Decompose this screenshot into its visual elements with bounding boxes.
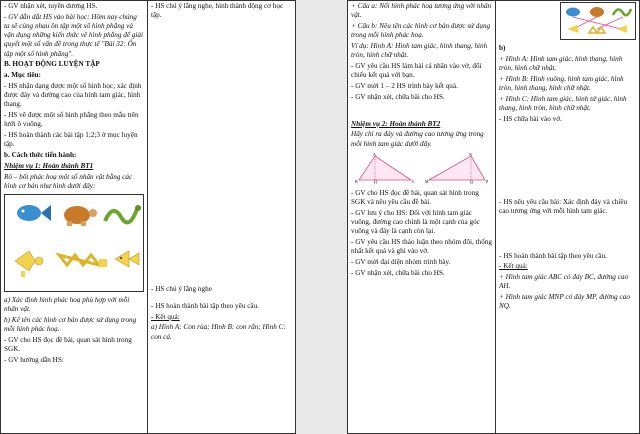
result-label: - Kết quả: (151, 312, 180, 321)
text-line: Rô – bốt phác hoạ một số nhân vật bằng các hình cơ bản như hình dưới đây: (4, 172, 133, 190)
text-line: - HS vẽ được một số hình phẳng theo mẫu trên lưới ô vuông. (4, 111, 139, 129)
turtle-icon (590, 7, 604, 17)
text-line: - GV yêu cầu HS làm bài cá nhân vào vở, đổi chiếu kết quả với bạn. (351, 62, 482, 80)
text-line: - GV mời 1 – 2 HS trình bày kết quả. (351, 82, 458, 90)
teacher-column (1, 1, 148, 434)
answer-sketch-illustration (561, 3, 633, 37)
task-heading: Nhiệm vụ 2: Hoàn thành BT2 (351, 119, 441, 128)
vertex-label: M (425, 178, 429, 184)
text-line: b) (499, 44, 506, 52)
text-line: - HS chú ý lắng nghe (151, 285, 212, 293)
lesson-table-left (0, 0, 296, 434)
subheading: b. Cách thức tiến hành: (4, 151, 77, 160)
student-column (148, 1, 296, 434)
text-line: Hãy chỉ ra đáy và đường cao tương ứng trong mỗi hình tam giác dưới đây. (351, 130, 484, 148)
subheading: a. Mục tiêu: (4, 71, 41, 80)
triangle-mnp-icon (425, 152, 489, 184)
snake-icon (105, 205, 141, 222)
text-line: - GV cho HS đọc đề bài, quan sát hình trong SGK và nêu yêu cầu đề bài. (351, 188, 479, 206)
vertex-label: A (373, 151, 376, 157)
sketch-a-icon (15, 251, 43, 277)
answer-sketch-box (560, 2, 636, 40)
text-line: - GV yêu cầu HS thảo luận theo nhóm đôi, thống nhất kết quả và ghi vào vở. (351, 238, 493, 256)
text-line: + Hình tam giác ABC có đáy BC, đường cao AH. (499, 273, 629, 291)
text-line: - GV lưu ý cho HS: Đối với hình tam giác vuông, đường cao chính là một cạnh của góc vuông và đáy là cạnh còn lại. (351, 208, 480, 236)
text-line: - GV dẫn dắt HS vào bài học: Hôm nay chúng ta sẽ cùng nhau ôn tập một số hình phẳng và vận dụng những kiến thức về hình phẳng để giải quyết một số vấn đề trong thực tế "Bài 32: Ôn tập một số hình phẳng". (4, 12, 143, 58)
result-label: - Kết quả: (499, 262, 528, 271)
vertex-label: N (469, 151, 472, 157)
text-line: - GV nhận xét, chữa bài cho HS. (351, 92, 445, 101)
lesson-table-right (347, 0, 640, 434)
text-line: b) Kể tên các hình cơ bản được sử dụng trong mỗi hình phác hoạ. (4, 316, 137, 334)
fish-icon (566, 8, 580, 17)
text-line: a) Xác định hình phác hoạ phù hợp với mỗi nhân vật. (4, 296, 130, 314)
text-line: - GV cho HS đọc đề bài, quan sát hình trong SGK. (4, 336, 132, 354)
text-line: a) Hình A: Con rùa; Hình B: con rắn; Hình C: con cá. (151, 323, 286, 341)
teacher-column (348, 1, 496, 434)
text-line: - HS nêu yêu cầu bài: Xác định đáy và chiều cao tương ứng với mỗi hình tam giác. (499, 197, 628, 215)
text-line: - HS hoàn thành các bài tập 1;2;3 ở mục luyện tập. (4, 131, 138, 149)
match-line (573, 17, 621, 29)
sketch-c-icon (617, 25, 627, 33)
text-line: - GV hướng dẫn HS: (4, 356, 64, 365)
vertex-label: P (486, 178, 489, 184)
sketch-a-icon (567, 25, 579, 33)
sketch-c-icon (115, 251, 139, 267)
turtle-icon (64, 206, 97, 226)
text-line: - GV nhận xét, chữa bài cho HS. (351, 268, 445, 277)
student-column (496, 1, 640, 434)
snake-icon (613, 9, 631, 15)
text-line: + Hình tam giác MNP có đáy MP, đường cao NQ. (499, 293, 630, 311)
vertex-label: Q (470, 179, 473, 184)
text-line: - HS chú ý lắng nghe, hình thành động cơ học tập. (151, 2, 284, 20)
animal-sketch-illustration (5, 195, 145, 289)
sketch-b-icon (589, 27, 605, 33)
document-page-right (347, 0, 640, 434)
text-line: - HS nhận dạng được một số hình học; xác định được đáy và đường cao của hình tam giác, hình thang. (4, 82, 142, 109)
text-line: + Hình A: Hình tam giác, hình thang, hình tròn, hình chữ nhật. (499, 54, 623, 72)
vertex-label: B (355, 178, 358, 184)
triangle-abc-icon (355, 152, 415, 184)
text-line: - HS hoàn thành bài tập theo yêu cầu. (499, 251, 607, 260)
text-line: Ví dụ: Hình A: Hình tam giác, hình thang, hình tròn, hình chữ nhật. (351, 42, 488, 60)
section-heading: B. HOẠT ĐỘNG LUYỆN TẬP (4, 60, 100, 69)
vertex-label: C (412, 178, 415, 184)
fish-icon (17, 205, 51, 221)
text-line: + Hình C: Hình tam giác, hình tứ giác, hình thang, hình tròn, hình chữ nhật. (499, 94, 627, 112)
triangles-figure (351, 152, 492, 184)
text-line: - HS hoàn thành bài tập theo yêu cầu. (151, 301, 259, 310)
vertex-label: H (374, 179, 377, 184)
text-line: - HS chữa bài vào vở. (499, 114, 562, 123)
text-line: + Câu b: Nêu tên các hình cơ bản được sử dụng trong mỗi hình phác hoạ. (351, 22, 491, 40)
document-page-left (0, 0, 296, 434)
text-line: - GV mời đại diện nhóm trình bày. (351, 258, 451, 266)
sketch-b-icon (59, 255, 107, 267)
task-heading: Nhiệm vụ 1: Hoàn thành BT1 (4, 162, 94, 170)
triangles-illustration (351, 152, 491, 184)
text-line: - GV nhận xét, tuyên dương HS. (4, 2, 98, 10)
sketch-figure-box (4, 194, 144, 292)
text-line: + Hình B: Hình vuông, hình tam giác, hình tròn, hình thang, hình chữ nhật. (499, 74, 624, 92)
text-line: + Câu a: Nối hình phác hoạ tương ứng với nhân vật. (351, 2, 492, 20)
